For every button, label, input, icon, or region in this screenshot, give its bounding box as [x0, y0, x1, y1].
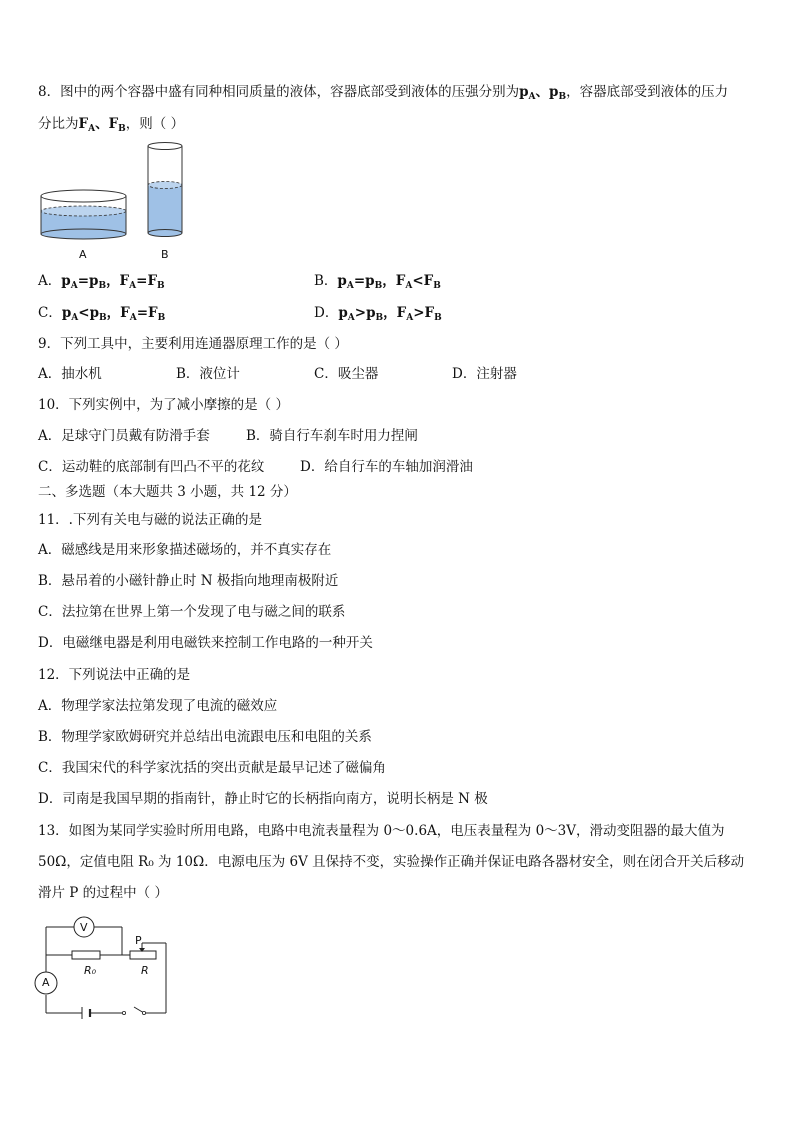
- container-a: [41, 190, 126, 239]
- q11-option-a[interactable]: A．磁感线是用来形象描述磁场的，并不真实存在: [38, 542, 332, 558]
- container-b: [148, 143, 182, 237]
- q8-option-a[interactable]: A．$p_A=p_B$，$F_A=F_B$: [38, 273, 165, 291]
- q11-option-d[interactable]: D．电磁继电器是利用电磁铁来控制工作电路的一种开关: [38, 635, 373, 651]
- switch-icon: [122, 1011, 125, 1014]
- q11-stem: 11．.下列有关电与磁的说法正确的是: [38, 512, 262, 528]
- q10-option-b[interactable]: B．骑自行车刹车时用力捏闸: [246, 428, 418, 444]
- q9-option-d[interactable]: D．注射器: [452, 366, 517, 382]
- q11-option-c[interactable]: C．法拉第在世界上第一个发现了电与磁之间的联系: [38, 604, 346, 620]
- q9-stem: 9．下列工具中，主要利用连通器原理工作的是（ ）: [38, 336, 348, 352]
- q10-option-c[interactable]: C．运动鞋的底部制有凹凸不平的花纹: [38, 459, 265, 475]
- q8-label-a: A: [79, 248, 87, 261]
- q8-option-b[interactable]: B．$p_A=p_B$，$F_A<F_B$: [314, 273, 441, 291]
- q13-stem-line2: 50Ω，定值电阻 R₀ 为 10Ω．电源电压为 6V 且保持不变，实验操作正确并保证电路各器材安全，则在闭合开关后移动: [38, 854, 745, 870]
- q8-stem-line2: 分比为$F_A$、$F_B$，则（ ）: [38, 116, 185, 134]
- q8-label-b: B: [161, 248, 169, 261]
- q13-stem-line3: 滑片 P 的过程中（ ）: [38, 885, 168, 901]
- ammeter-label: A: [42, 976, 50, 989]
- q11-option-b[interactable]: B．悬吊着的小磁针静止时 N 极指向地理南极附近: [38, 573, 339, 589]
- slider-p-label: P: [135, 934, 142, 947]
- q8-option-d[interactable]: D．$p_A>p_B$，$F_A>F_B$: [314, 305, 442, 323]
- resistor-r0-label: R₀: [84, 964, 97, 977]
- q10-option-a[interactable]: A．足球守门员戴有防滑手套: [38, 428, 210, 444]
- q8-containers-figure: [36, 140, 196, 240]
- q13-circuit-diagram: [34, 915, 174, 1027]
- resistor-r0-icon: [72, 951, 100, 959]
- q9-option-a[interactable]: A．抽水机: [38, 366, 102, 382]
- q9-option-b[interactable]: B．液位计: [176, 366, 240, 382]
- q12-stem: 12．下列说法中正确的是: [38, 667, 191, 683]
- q12-option-a[interactable]: A．物理学家法拉第发现了电流的磁效应: [38, 698, 278, 714]
- q8-option-c[interactable]: C．$p_A<p_B$，$F_A=F_B$: [38, 305, 166, 323]
- rheostat-r-label: R: [141, 964, 149, 977]
- voltmeter-label: V: [80, 921, 88, 934]
- q8-stem-line1: 8．图中的两个容器中盛有同种相同质量的液体，容器底部受到液体的压强分别为$p_A$、$p_B$，容器底部受到液体的压力: [38, 84, 729, 102]
- q12-option-b[interactable]: B．物理学家欧姆研究并总结出电流跟电压和电阻的关系: [38, 729, 372, 745]
- q9-option-c[interactable]: C．吸尘器: [314, 366, 379, 382]
- q10-stem: 10．下列实例中，为了减小摩擦的是（ ）: [38, 397, 289, 413]
- q13-stem-line1: 13．如图为某同学实验时所用电路，电路中电流表量程为 0～0.6A，电压表量程为 0～3V，滑动变阻器的最大值为: [38, 823, 725, 839]
- section-2-heading: 二、多选题（本大题共 3 小题，共 12 分）: [38, 484, 297, 500]
- rheostat-r-icon: [130, 951, 156, 959]
- q10-option-d[interactable]: D．给自行车的车轴加润滑油: [300, 459, 473, 475]
- q12-option-d[interactable]: D．司南是我国早期的指南针，静止时它的长柄指向南方，说明长柄是 N 极: [38, 791, 488, 807]
- q12-option-c[interactable]: C．我国宋代的科学家沈括的突出贡献是最早记述了磁偏角: [38, 760, 386, 776]
